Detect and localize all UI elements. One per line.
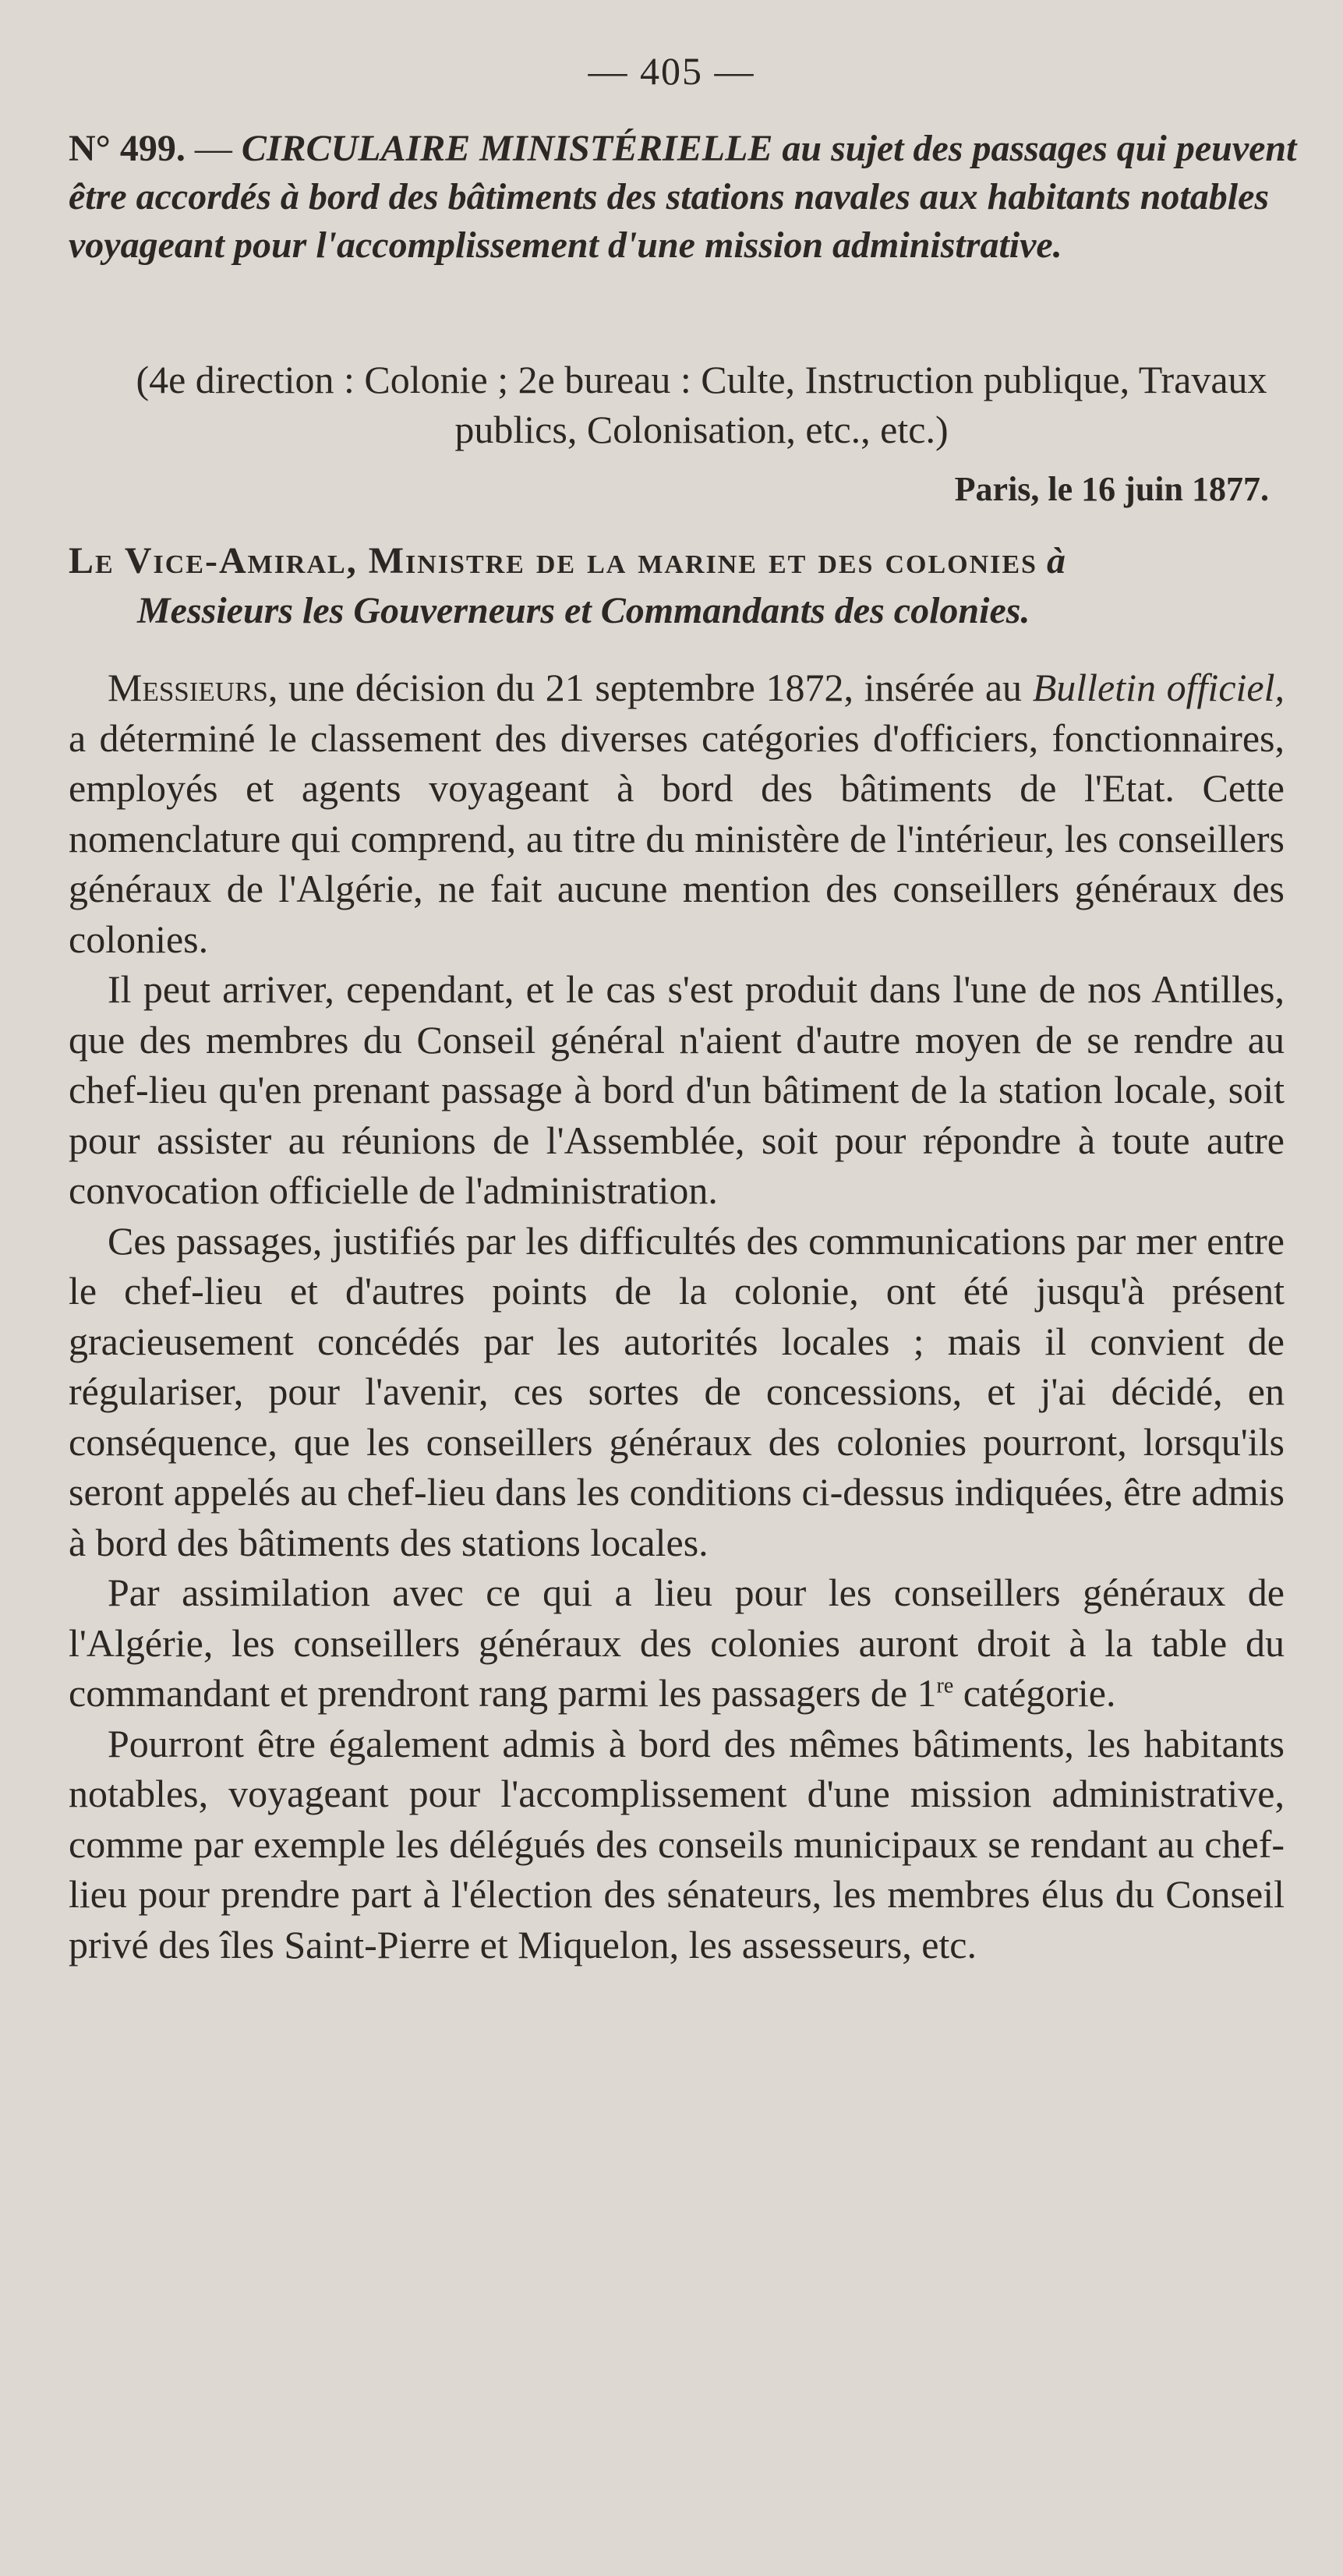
circular-title: CIRCULAIRE MINISTÉRIELLE	[241, 128, 773, 169]
paragraph-1-part-a: , une décision du 21 septembre 1872, insérée au	[267, 666, 1033, 709]
paragraph-4	[69, 1567, 1285, 1719]
circular-number: N° 499.	[69, 128, 186, 169]
document-heading	[69, 125, 1308, 270]
opening-word: Messieurs	[108, 666, 268, 709]
letter-body	[69, 663, 1285, 1970]
ordinal-superscript: re	[936, 1673, 954, 1698]
paragraph-4-part-a: Par assimilation avec ce qui a lieu pour les conseillers généraux de l'Algérie, les conseillers généraux des colonies auront droit à la table du commandant et prendront rang parmi les passagers de 1	[69, 1571, 1285, 1715]
sender: Le Vice-Amiral, Ministre de la marine et des colonies	[69, 540, 1037, 581]
circular-subject: au sujet des passages qui peuvent être accordés à bord des bâtiments des stations navales aux habitants notables voyageant pour l'accomplissement d'une mission administrative.	[69, 128, 1297, 266]
heading-dash: —	[194, 128, 232, 169]
salutation	[69, 536, 1285, 636]
page-number: — 405 —	[588, 49, 755, 93]
paragraph-3: Ces passages, justifiés par les difficultés des communications par mer entre le chef-lieu et d'autres points de la colonie, ont été jusqu'à présent gracieusement concédés par les autorités locales ; mais il convient de régulariser, pour l'avenir, ces sortes de concessions, et j'ai décidé, en conséquence, que les conseillers généraux des colonies pourront, lorsqu'ils seront appelés au chef-lieu dans les conditions ci-dessus indiquées, être admis à bord des bâtiments des stations locales.	[69, 1218, 1285, 1564]
recipient: Messieurs les Gouverneurs et Commandants des colonies.	[137, 590, 1030, 631]
paragraph-4-part-b: catégorie.	[953, 1671, 1116, 1715]
direction-note: (4e direction : Colonie ; 2e bureau : Culte, Instruction publique, Travaux publics, Colonisation, etc., etc.)	[136, 358, 1267, 451]
paragraph-1-part-b: a déterminé le classement des diverses catégories d'officiers, fonctionnaires, employés et agents voyageant à bord des bâtiments de l'Etat. Cette nomenclature qui comprend, au titre du ministère de l'intérieur, les conseillers généraux de l'Algérie, ne fait aucune mention des conseillers généraux des colonies.	[69, 716, 1285, 961]
bulletin-reference: Bulletin officiel,	[1032, 666, 1285, 709]
salutation-preposition: à	[1046, 540, 1066, 581]
paragraph-2: Il peut arriver, cependant, et le cas s'est produit dans l'une de nos Antilles, que des membres du Conseil général n'aient d'autre moyen de se rendre au chef-lieu qu'en prenant passage à bord d'un bâtiment de la station locale, soit pour assister au réunions de l'Assemblée, soit pour répondre à toute autre convocation officielle de l'administration.	[69, 967, 1285, 1212]
date-line: Paris, le 16 juin 1877.	[954, 470, 1269, 508]
paragraph-1	[69, 663, 1285, 964]
paragraph-5: Pourront être également admis à bord des mêmes bâtiments, les habitants notables, voyageant pour l'accomplissement d'une mission administrative, comme par exemple les délégués des conseils municipaux se rendant au chef-lieu pour prendre part à l'élection des sénateurs, les membres élus du Conseil privé des îles Saint-Pierre et Miquelon, les assesseurs, etc.	[69, 1721, 1285, 1966]
